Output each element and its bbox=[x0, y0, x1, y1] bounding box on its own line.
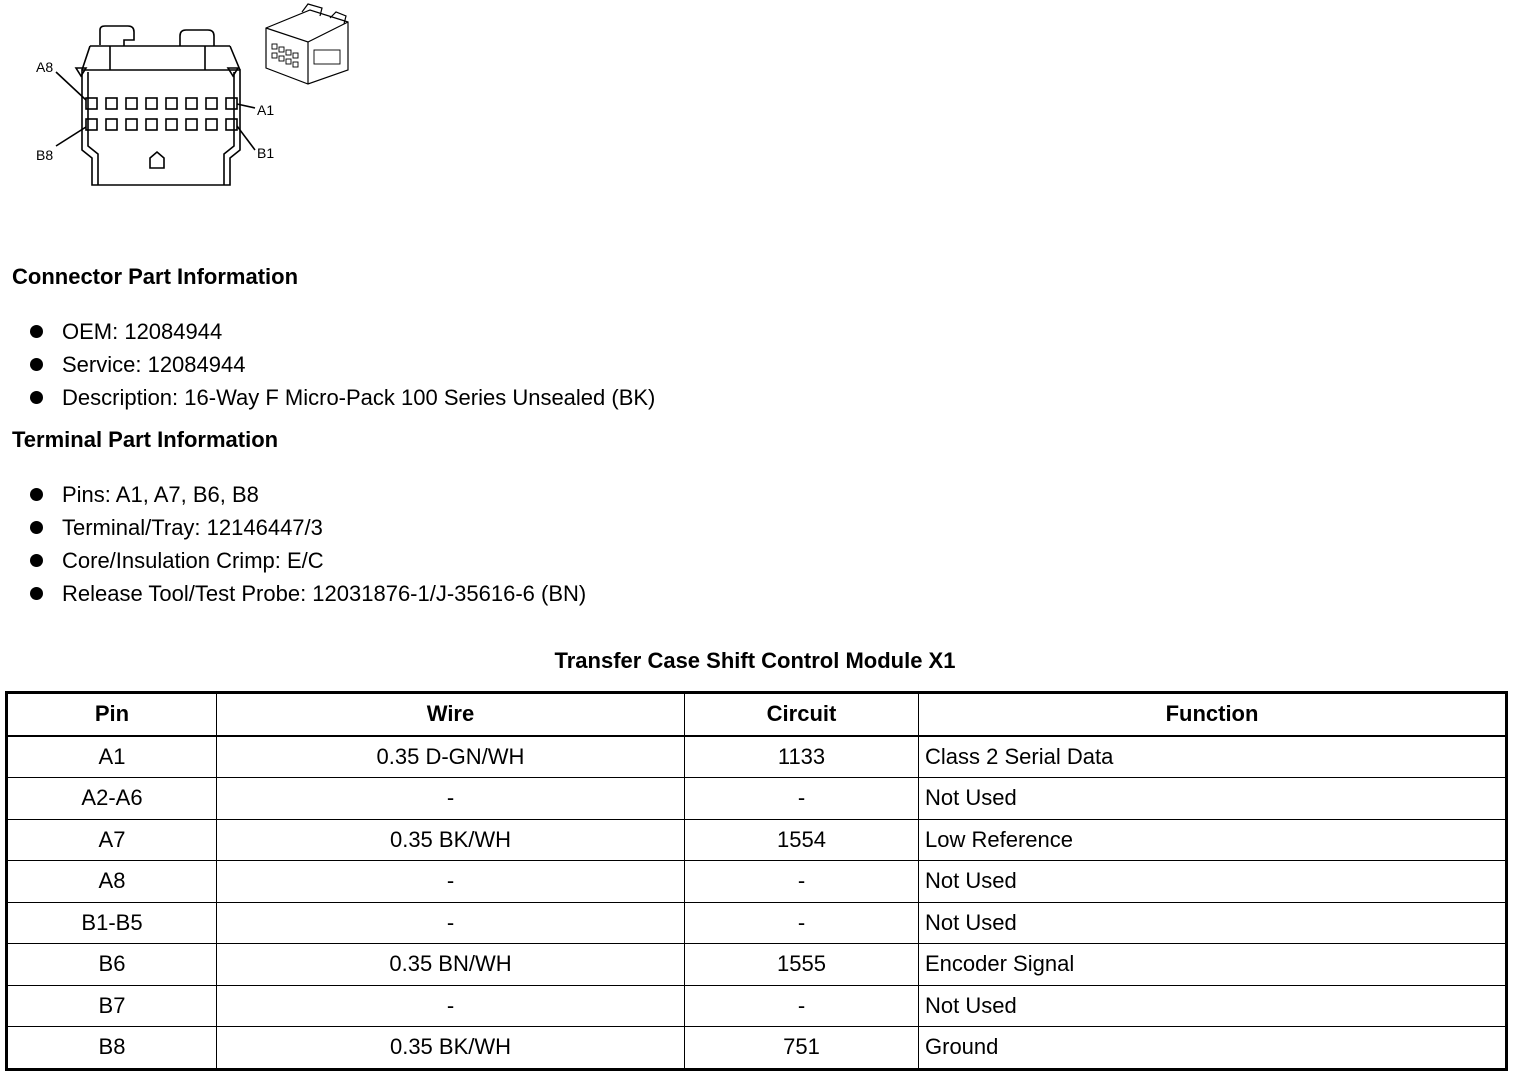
cell-pin: B8 bbox=[7, 1027, 217, 1070]
cell-wire: 0.35 BK/WH bbox=[217, 819, 685, 861]
list-item-text: Description: 16-Way F Micro-Pack 100 Series Unsealed (BK) bbox=[62, 385, 656, 410]
cell-pin: A8 bbox=[7, 861, 217, 903]
connector-diagram bbox=[30, 0, 370, 200]
cell-circuit: 751 bbox=[685, 1027, 919, 1070]
cell-circuit: - bbox=[685, 985, 919, 1027]
terminal-part-info-list bbox=[30, 478, 586, 610]
cell-wire: 0.35 D-GN/WH bbox=[217, 736, 685, 778]
table-row bbox=[7, 1027, 1507, 1070]
bullet-icon bbox=[30, 587, 43, 600]
label-b8: B8 bbox=[36, 147, 54, 163]
cell-wire: - bbox=[217, 778, 685, 820]
table-row bbox=[7, 736, 1507, 778]
table-row bbox=[7, 819, 1507, 861]
latch-right-icon bbox=[180, 30, 214, 46]
list-item bbox=[30, 544, 586, 577]
bullet-icon bbox=[30, 358, 43, 371]
bullet-icon bbox=[30, 554, 43, 567]
latch-left-icon bbox=[100, 26, 134, 46]
cell-function: Not Used bbox=[919, 861, 1507, 903]
list-item bbox=[30, 315, 655, 348]
bullet-icon bbox=[30, 391, 43, 404]
list-item-text: Terminal/Tray: 12146447/3 bbox=[62, 515, 323, 540]
cell-function: Ground bbox=[919, 1027, 1507, 1070]
cell-wire: - bbox=[217, 861, 685, 903]
bullet-icon bbox=[30, 488, 43, 501]
bullet-icon bbox=[30, 521, 43, 534]
cell-wire: 0.35 BK/WH bbox=[217, 1027, 685, 1070]
table-row bbox=[7, 902, 1507, 944]
table-header-row bbox=[7, 693, 1507, 736]
label-b1: B1 bbox=[257, 145, 275, 161]
cell-function: Encoder Signal bbox=[919, 944, 1507, 986]
cell-circuit: 1554 bbox=[685, 819, 919, 861]
table-row bbox=[7, 778, 1507, 820]
cell-pin: A1 bbox=[7, 736, 217, 778]
cell-circuit: - bbox=[685, 861, 919, 903]
connector-part-info-heading: Connector Part Information bbox=[12, 264, 299, 289]
cell-wire: - bbox=[217, 902, 685, 944]
table-row bbox=[7, 985, 1507, 1027]
cell-function: Not Used bbox=[919, 985, 1507, 1027]
cell-pin: B1-B5 bbox=[7, 902, 217, 944]
list-item-text: OEM: 12084944 bbox=[62, 319, 223, 344]
cell-circuit: - bbox=[685, 778, 919, 820]
table-title: Transfer Case Shift Control Module X1 bbox=[554, 648, 956, 673]
cell-function: Not Used bbox=[919, 902, 1507, 944]
cell-pin: B7 bbox=[7, 985, 217, 1027]
cell-function: Low Reference bbox=[919, 819, 1507, 861]
cell-wire: 0.35 BN/WH bbox=[217, 944, 685, 986]
column-header-pin: Pin bbox=[7, 693, 217, 736]
list-item-text: Release Tool/Test Probe: 12031876-1/J-35616-6 (BN) bbox=[62, 581, 587, 606]
cell-circuit: 1133 bbox=[685, 736, 919, 778]
cell-function: Not Used bbox=[919, 778, 1507, 820]
list-item bbox=[30, 511, 586, 544]
label-a8: A8 bbox=[36, 59, 54, 75]
connector-isometric-icon bbox=[266, 4, 348, 84]
cell-wire: - bbox=[217, 985, 685, 1027]
cell-pin: B6 bbox=[7, 944, 217, 986]
cell-circuit: 1555 bbox=[685, 944, 919, 986]
bullet-icon bbox=[30, 325, 43, 338]
column-header-function: Function bbox=[919, 693, 1507, 736]
pin-table bbox=[5, 691, 1508, 1071]
cell-circuit: - bbox=[685, 902, 919, 944]
list-item bbox=[30, 478, 586, 511]
list-item bbox=[30, 577, 586, 610]
cell-pin: A7 bbox=[7, 819, 217, 861]
table-row bbox=[7, 944, 1507, 986]
cell-pin: A2-A6 bbox=[7, 778, 217, 820]
connector-part-info-list bbox=[30, 315, 655, 414]
list-item-text: Core/Insulation Crimp: E/C bbox=[62, 548, 324, 573]
column-header-wire: Wire bbox=[217, 693, 685, 736]
list-item bbox=[30, 348, 655, 381]
list-item-text: Service: 12084944 bbox=[62, 352, 246, 377]
column-header-circuit: Circuit bbox=[685, 693, 919, 736]
list-item-text: Pins: A1, A7, B6, B8 bbox=[62, 482, 259, 507]
cell-function: Class 2 Serial Data bbox=[919, 736, 1507, 778]
list-item bbox=[30, 381, 655, 414]
terminal-part-info-heading: Terminal Part Information bbox=[12, 427, 279, 452]
table-row bbox=[7, 861, 1507, 903]
label-a1: A1 bbox=[257, 102, 275, 118]
